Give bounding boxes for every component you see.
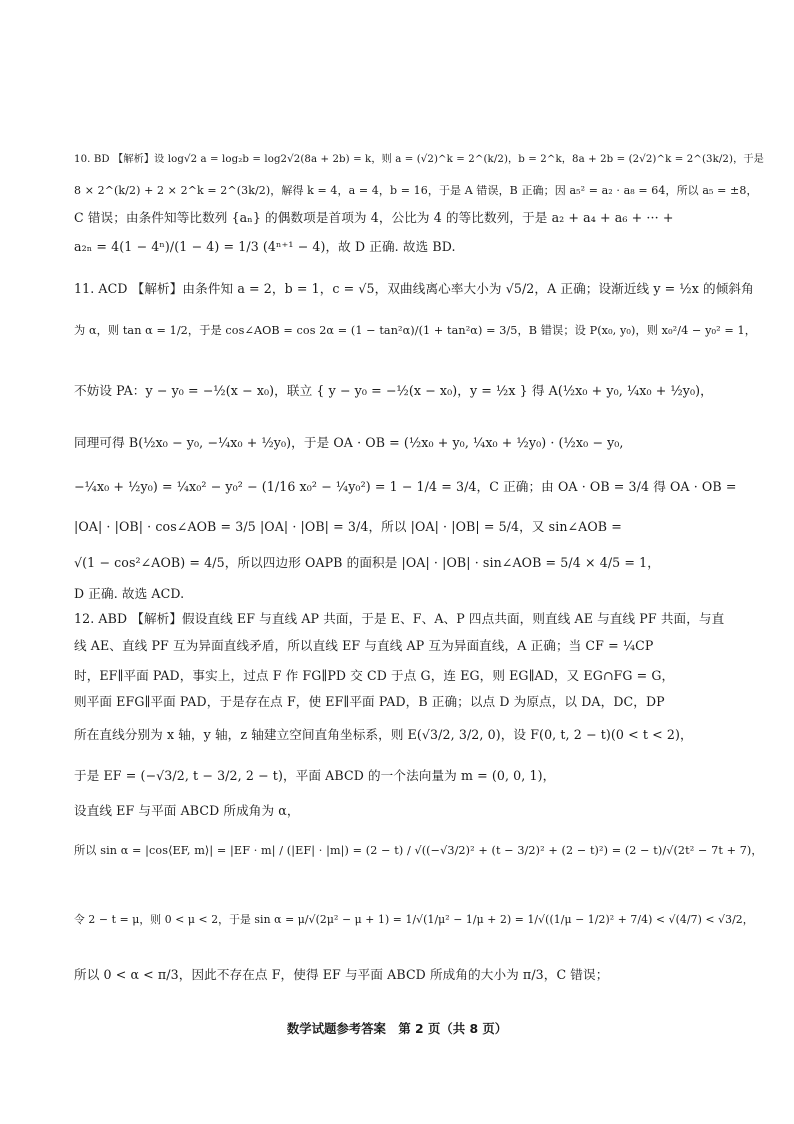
q11-line-1: 11. ACD 【解析】由条件知 a = 2，b = 1，c = √5，双曲线离心率大小为 √5/2，A 正确；设渐近线 y = ½x 的倾斜角 (74, 281, 754, 296)
q10-line-1: 10. BD 【解析】设 log√2 a = log₂b = log2√2(8a + 2b) = k，则 a = (√2)^k = 2^(k/2)，b = 2^k，8a + 2b = (2√2)^k = 2^(3k/2)，于是 (74, 154, 764, 165)
q10-line-4: a₂ₙ = 4(1 − 4ⁿ)/(1 − 4) = 1/3 (4ⁿ⁺¹ − 4)，故 D 正确. 故选 BD. (74, 239, 456, 254)
q12-line-9: 令 2 − t = μ，则 0 < μ < 2，于是 sin α = μ/√(2μ² − μ + 1) = 1/√(1/μ² − 1/μ + 2) = 1/√((1/μ − 1/2)² + 7/4) < √(4/7) < √3/2， (74, 913, 754, 926)
q11-line-7: √(1 − cos²∠AOB) = 4/5，所以四边形 OAPB 的面积是 |OA| · |OB| · sin∠AOB = 5/4 × 4/5 = 1， (74, 555, 660, 570)
q11-line-2: 为 α，则 tan α = 1/2，于是 cos∠AOB = cos 2α = (1 − tan²α)/(1 + tan²α) = 3/5，B 错误；设 P(x₀, y₀)，则 x₀²/4 − y₀² = 1， (74, 324, 757, 337)
q11-line-4: 同理可得 B(½x₀ − y₀, −¼x₀ + ½y₀)，于是 OA · OB = (½x₀ + y₀, ¼x₀ + ½y₀) · (½x₀ − y₀, (74, 435, 624, 450)
q10-line-3: C 错误；由条件知等比数列 {aₙ} 的偶数项是首项为 4，公比为 4 的等比数列，于是 a₂ + a₄ + a₆ + ··· + (74, 210, 674, 225)
q12-line-7: 设直线 EF 与平面 ABCD 所成角为 α， (74, 803, 300, 818)
q12-line-10: 所以 0 < α < π/3，因此不存在点 F，使得 EF 与平面 ABCD 所成角的大小为 π/3，C 错误； (74, 967, 609, 982)
q11-line-5: −¼x₀ + ½y₀) = ¼x₀² − y₀² − (1/16 x₀² − ¼y₀²) = 1 − 1/4 = 3/4，C 正确；由 OA · OB = 3/4 得 OA · OB = (74, 479, 737, 494)
q12-line-2: 线 AE、直线 PF 互为异面直线矛盾，所以直线 EF 与直线 AP 互为异面直线，A 正确；当 CF = ¼CP (74, 638, 654, 653)
q11-line-6: |OA| · |OB| · cos∠AOB = 3/5 |OA| · |OB| = 3/4，所以 |OA| · |OB| = 5/4，又 sin∠AOB = (74, 519, 622, 534)
page-footer: 数学试题参考答案 第 2 页（共 8 页） (286, 1021, 508, 1036)
q12-line-3: 时，EF∥平面 PAD，事实上，过点 F 作 FG∥PD 交 CD 于点 G，连 EG，则 EG∥AD，又 EG∩FG = G， (74, 668, 675, 683)
q12-line-8: 所以 sin α = |cos⟨EF, m⟩| = |EF · m| / (|EF| · |m|) = (2 − t) / √((−√3/2)² + (t − 3/2)² + (2 − t)²) = (2 − t)/√(2t² − 7t + 7)， (74, 844, 763, 857)
q10-line-2: 8 × 2^(k/2) + 2 × 2^k = 2^(3k/2)，解得 k = 4，a = 4，b = 16，于是 A 错误，B 正确；因 a₅² = a₂ · a₈ = 64，所以 a₅ = ±8， (74, 184, 758, 197)
q12-line-5: 所在直线分别为 x 轴，y 轴，z 轴建立空间直角坐标系，则 E(√3/2, 3/2, 0)，设 F(0, t, 2 − t)(0 < t < 2)， (74, 727, 693, 742)
q12-line-1: 12. ABD 【解析】假设直线 EF 与直线 AP 共面，于是 E、F、A、P 四点共面，则直线 AE 与直线 PF 共面，与直 (74, 611, 725, 626)
q12-line-4: 则平面 EFG∥平面 PAD，于是存在点 F，使 EF∥平面 PAD，B 正确；以点 D 为原点，以 DA，DC，DP (74, 694, 665, 709)
q11-line-3: 不妨设 PA：y − y₀ = −½(x − x₀)，联立 { y − y₀ = −½(x − x₀)，y = ½x } 得 A(½x₀ + y₀, ¼x₀ + ½y₀)， (74, 383, 713, 398)
q12-line-6: 于是 EF = (−√3/2, t − 3/2, 2 − t)，平面 ABCD 的一个法向量为 m = (0, 0, 1)， (74, 768, 556, 783)
q11-line-8: D 正确. 故选 ACD. (74, 586, 185, 601)
